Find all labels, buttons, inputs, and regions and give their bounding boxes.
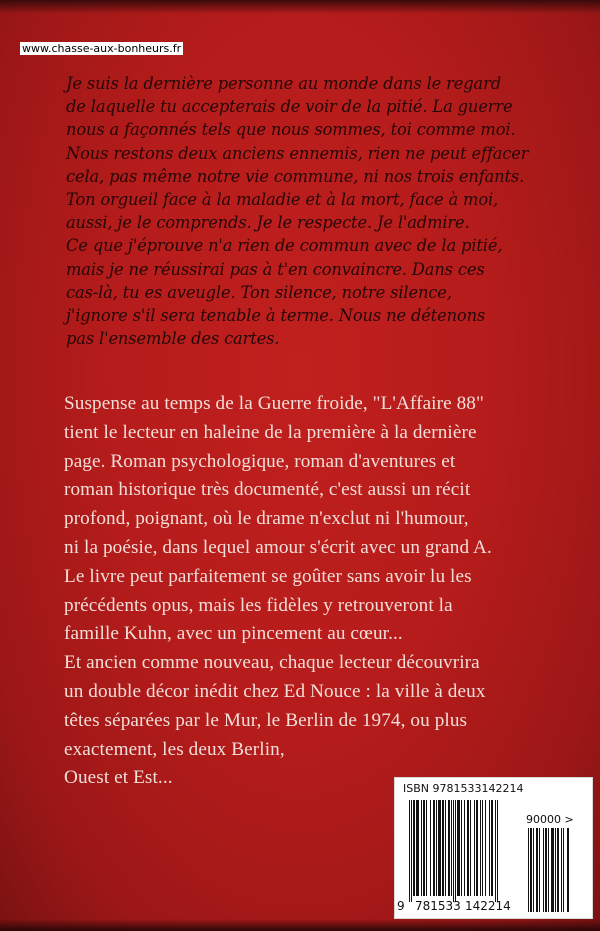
barcode-bar (551, 828, 554, 912)
barcode-bar (474, 800, 475, 896)
site-watermark: www.chasse-aux-bonheurs.fr (22, 42, 182, 55)
excerpt-quote (66, 72, 578, 350)
barcode-bar (448, 800, 450, 896)
cover-bottom-edge (0, 919, 600, 931)
barcode-bar (489, 800, 490, 896)
summary-line: tient le lecteur en haleine de la première à la dernière (64, 421, 477, 443)
summary-line: ni la poésie, dans lequel amour s'écrit avec un grand A. (64, 536, 492, 558)
barcode-bar (533, 828, 534, 912)
quote-line: cela, pas même notre vie commune, ni nos trois enfants. (66, 166, 525, 186)
summary-line: profond, poignant, où le drame n'exclut ni l'humour, (64, 508, 469, 530)
barcode-bar (480, 800, 481, 896)
summary-line: précédents opus, mais les fidèles y retrouveront la (64, 594, 453, 616)
price-code: 90000 > (526, 813, 574, 826)
barcode-bar (497, 800, 498, 902)
barcode-bar (438, 800, 441, 896)
barcode-bar (543, 828, 544, 912)
ean-barcode-bars (409, 800, 521, 902)
barcode-bar (442, 800, 444, 896)
barcode-bar (536, 828, 538, 912)
barcode-bar (430, 800, 431, 896)
barcode-bar (539, 828, 540, 912)
barcode-digit-prefix: 9 (397, 899, 405, 913)
summary-line: Suspense au temps de la Guerre froide, "L'Affaire 88" (64, 393, 484, 414)
barcode-bar (457, 800, 460, 896)
isbn-barcode (394, 777, 593, 919)
barcode-bar (426, 800, 427, 896)
summary-line: exactement, les deux Berlin, (64, 738, 285, 760)
barcode-bar (563, 828, 564, 912)
quote-line: Ton orgueil face à la maladie et à la mort, face à moi, (66, 190, 499, 210)
barcode-bar (470, 800, 471, 896)
barcode-bar (464, 800, 465, 896)
quote-line: mais je ne réussirai pas à t'en convaincre. Dans ces (66, 259, 485, 279)
quote-line: Nous restons deux anciens ennemis, rien ne peut effacer (66, 143, 529, 163)
barcode-bar (528, 828, 529, 912)
isbn-label: ISBN 9781533142214 (403, 782, 524, 795)
barcode-bar (433, 800, 435, 896)
summary-line: un double décor inédit chez Ed Nouce : la ville à deux (64, 680, 486, 702)
barcode-bar (561, 828, 562, 912)
barcode-bar (423, 800, 425, 896)
quote-line: j'ignore s'il sera tenable à terme. Nous ne détenons (66, 306, 486, 326)
barcode-bar (409, 800, 410, 902)
barcode-bar (485, 800, 486, 896)
barcode-bar (482, 800, 483, 896)
barcode-bar (530, 828, 532, 912)
quote-line: Je suis la dernière personne au monde dans le regard (66, 74, 501, 93)
barcode-bar (555, 828, 556, 912)
barcode-bar (567, 828, 569, 912)
quote-line: aussi, je le comprends. Je le respecte. Je l'admire. (66, 213, 470, 233)
barcode-bar (467, 800, 469, 896)
quote-line: cas-là, tu es aveugle. Ton silence, notre silence, (66, 282, 452, 302)
book-summary (64, 390, 584, 793)
barcode-bar (548, 828, 549, 912)
barcode-digit-group-right: 142214 (465, 899, 511, 913)
barcode-bar (421, 800, 422, 896)
barcode-bar (416, 800, 419, 896)
barcode-bar (436, 800, 437, 896)
quote-line: pas l'ensemble des cartes. (66, 329, 280, 349)
barcode-bar (413, 800, 415, 896)
barcode-bar (495, 800, 496, 902)
summary-line: Ouest et Est... (64, 767, 173, 789)
barcode-bar (411, 800, 412, 902)
barcode-bar (491, 800, 493, 896)
barcode-digit-group-left: 781533 (415, 899, 461, 913)
addon-barcode-bars (528, 828, 580, 912)
barcode-bar (453, 800, 454, 902)
barcode-bar (557, 828, 559, 912)
quote-line: Ce que j'éprouve n'a rien de commun avec de la pitié, (66, 236, 503, 256)
summary-line: Le livre peut parfaitement se goûter sans avoir lu les (64, 565, 472, 587)
barcode-bar (455, 800, 456, 902)
barcode-bar (545, 828, 547, 912)
summary-line: famille Kuhn, avec un pincement au cœur... (64, 623, 403, 645)
barcode-bar (445, 800, 446, 896)
quote-line: de laquelle tu accepterais de voir de la pitié. La guerre (66, 97, 513, 117)
summary-line: roman historique très documenté, c'est aussi un récit (64, 479, 471, 501)
summary-line: Et ancien comme nouveau, chaque lecteur découvrira (64, 652, 480, 674)
barcode-bar (461, 800, 462, 896)
summary-line: page. Roman psychologique, roman d'aventures et (64, 450, 456, 472)
barcode-bar (451, 800, 452, 896)
barcode-bar (476, 800, 478, 896)
quote-line: nous a façonnés tels que nous sommes, toi comme moi. (66, 120, 516, 140)
summary-line: têtes séparées par le Mur, le Berlin de 1974, ou plus (64, 709, 468, 731)
cover-top-edge (0, 0, 600, 14)
